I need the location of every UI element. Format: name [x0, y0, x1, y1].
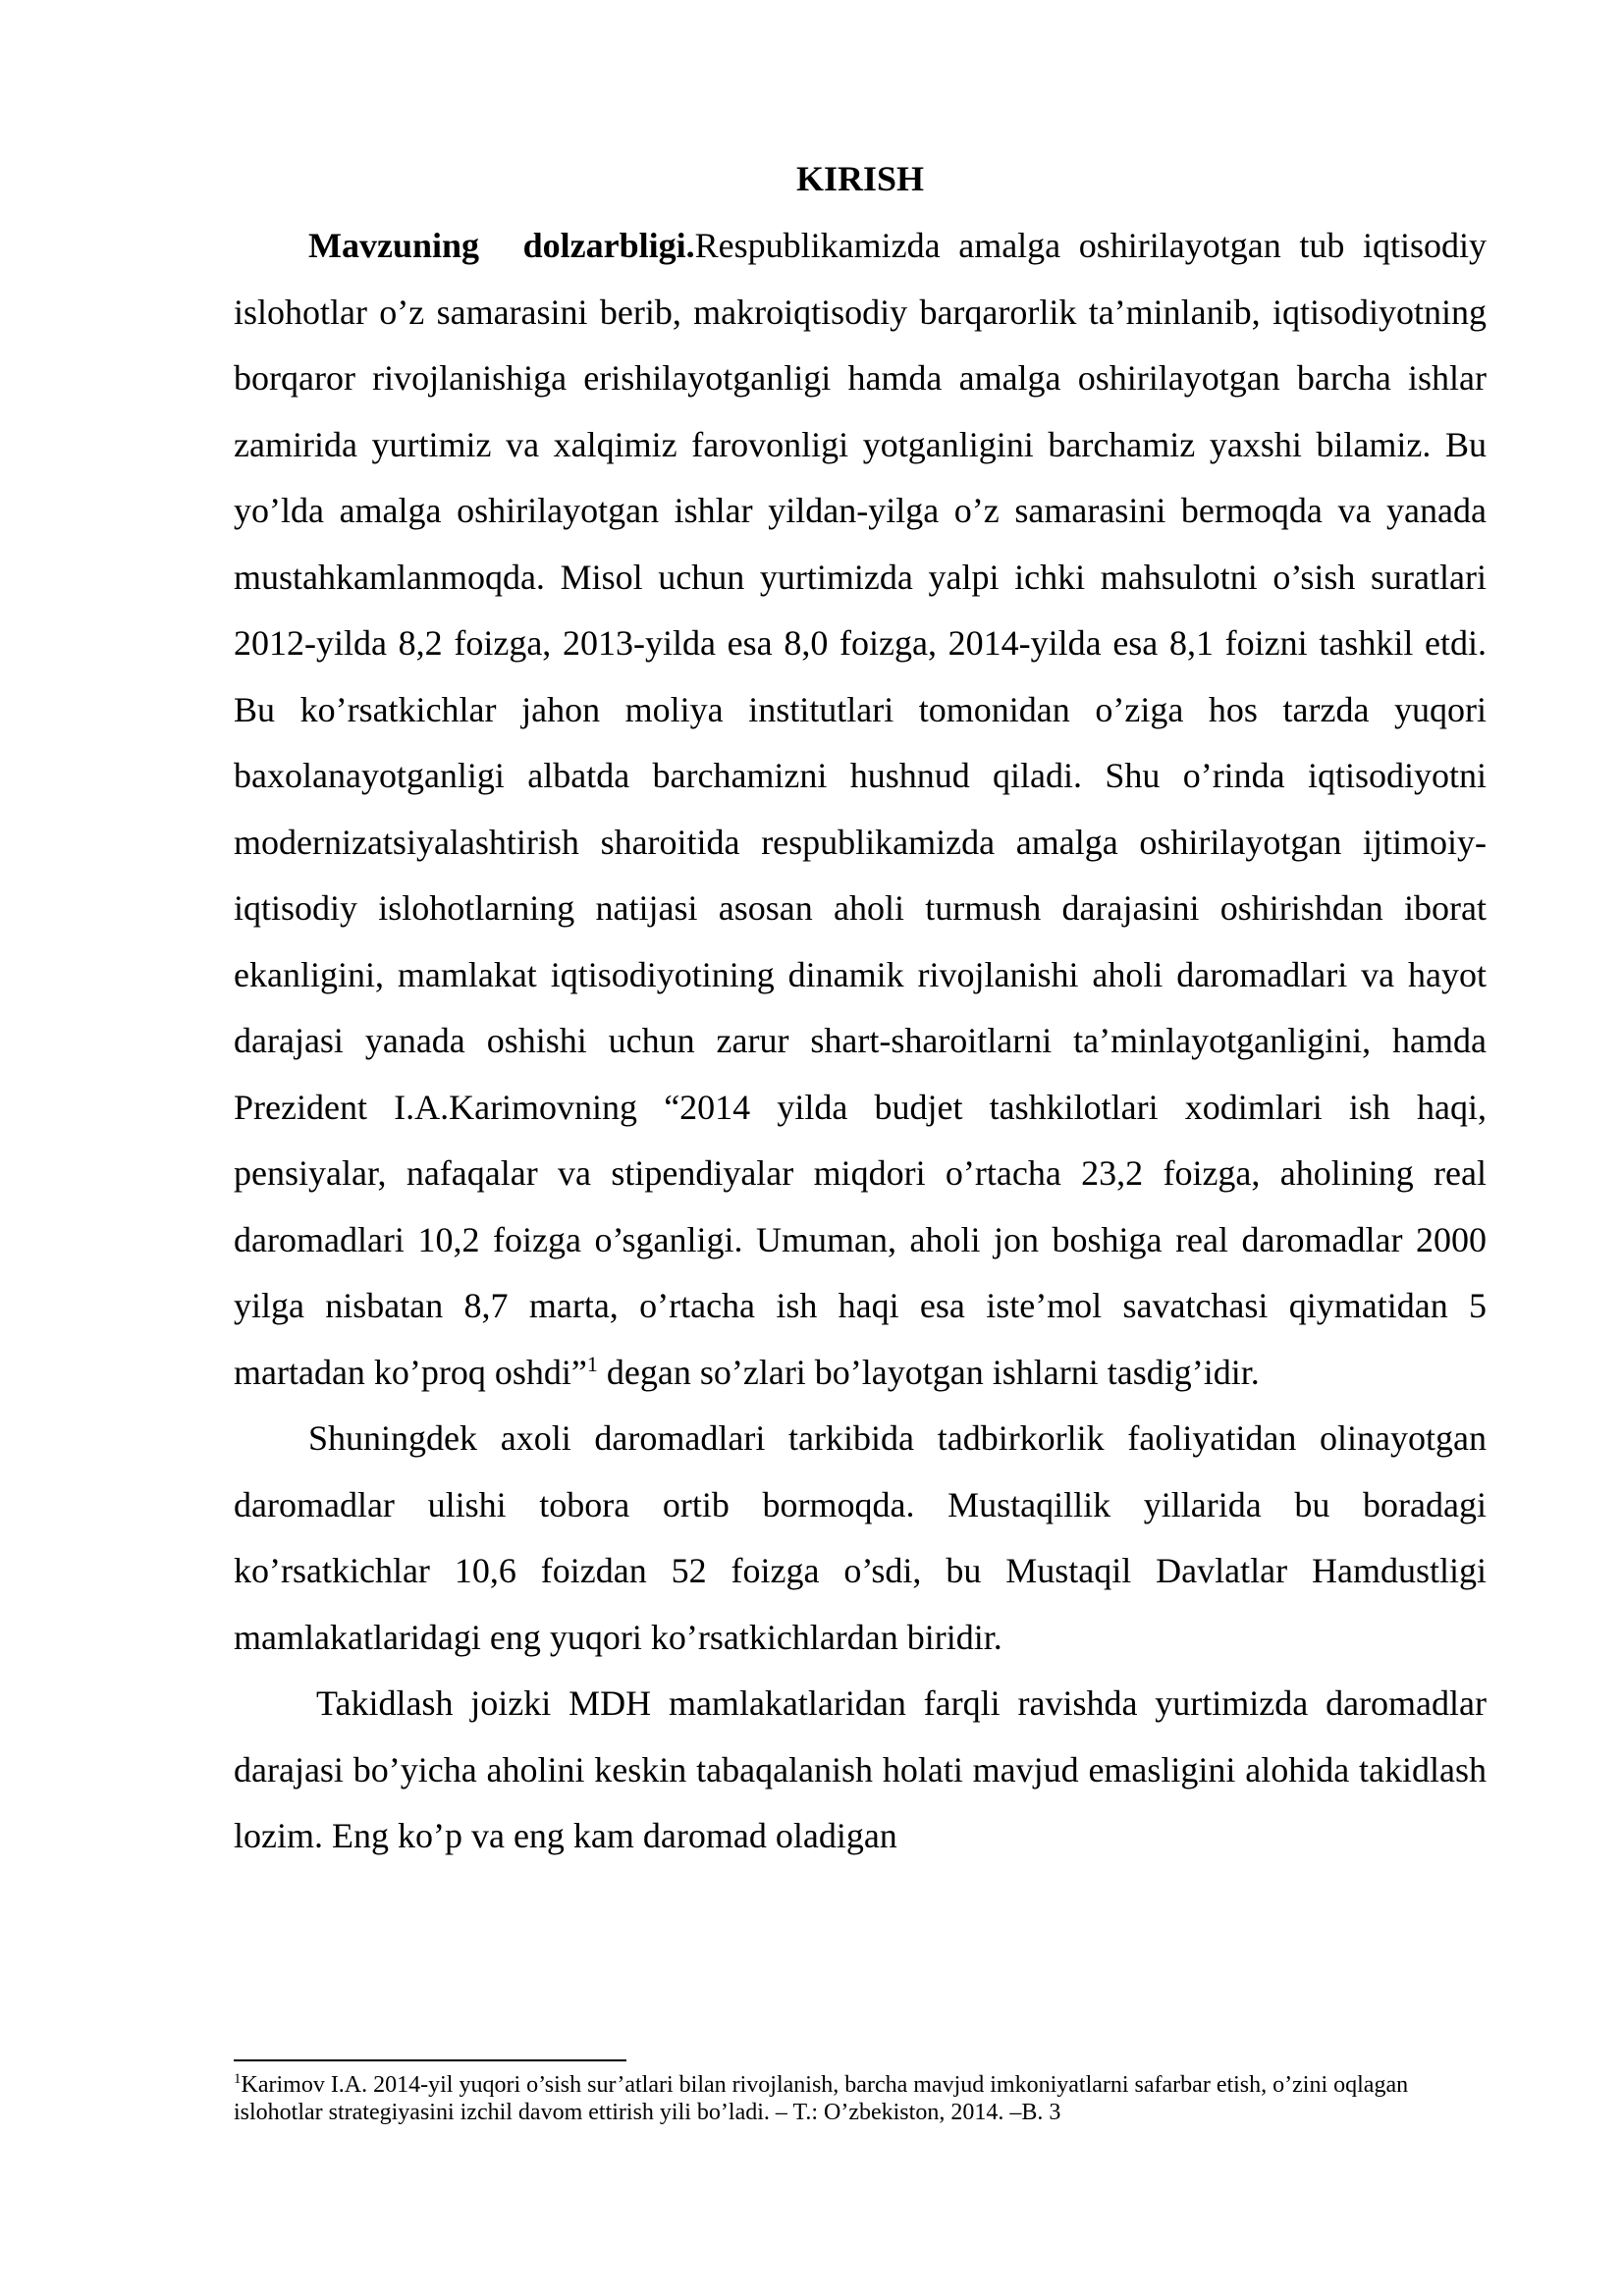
paragraph-text-continued: degan so’zlari bo’layotgan ishlarni tasdig’idir.: [597, 1352, 1260, 1392]
section-title: KIRISH: [795, 159, 925, 198]
footnote-marker: 1: [234, 2071, 242, 2087]
footnote-text: Karimov I.A. 2014-yil yuqori o’sish sur’atlari bilan rivojlanish, barcha mavjud imkoniyatlarni safarbar etish, o’zini oqlagan islohotlar strategiyasini izchil davom ettirish yili bo’ladi. – T.: O’zbekiston, 2014. –B. 3: [234, 2072, 1409, 2125]
paragraph-income-stratification: [234, 1671, 1487, 1870]
paragraph-text: Takidlash joizki MDH mamlakatlaridan farqli ravishda yurtimizda daromadlar darajasi bo’yicha aholini keskin tabaqalanish holati mavjud emasligini alohida takidlash lozim. Eng ko’p va eng kam daromad oladigan: [234, 1683, 1487, 1855]
footnote-reference[interactable]: 1: [586, 1351, 598, 1376]
paragraph-entrepreneurship-income: [234, 1406, 1487, 1671]
paragraph-text: Shuningdek axoli daromadlari tarkibida tadbirkorlik faoliyatidan olinayotgan daromadlar ulishi tobora ortib bormoqda. Mustaqillik yillarida bu boradagi ko’rsatkichlar 10,6 foizdan 52 foizga o’sdi, bu Mustaqil Davlatlar Hamdustligi mamlakatlaridagi eng yuqori ko’rsatkichlardan biridir.: [234, 1418, 1487, 1657]
footnote: [234, 2071, 1487, 2126]
paragraph-relevance: [234, 213, 1487, 1406]
paragraph-text: Respublikamizda amalga oshirilayotgan tub iqtisodiy islohotlar o’z samarasini berib, makroiqtisodiy barqarorlik ta’minlanib, iqtisodiyotning borqaror rivojlanishiga erishilayotganligi hamda amalga oshirilayotgan barcha ishlar zamirida yurtimiz va xalqimiz farovonligi yotganligini barchamiz yaxshi bilamiz. Bu yo’lda amalga oshirilayotgan ishlar yildan-yilga o’z samarasini bermoqda va yanada mustahkamlanmoqda. Misol uchun yurtimizda yalpi ichki mahsulotni o’sish suratlari 2012-yilda 8,2 foizga, 2013-yilda esa 8,0 foizga, 2014-yilda esa 8,1 foizni tashkil etdi. Bu ko’rsatkichlar jahon moliya institutlari tomonidan o’ziga hos tarzda yuqori baxolanayotganligi albatda barchamizni hushnud qiladi. Shu o’rinda iqtisodiyotni modernizatsiyalashtirish sharoitida respublikamizda amalga oshirilayotgan ijtimoiy-iqtisodiy islohotlarning natijasi asosan aholi turmush darajasini oshirishdan iborat ekanligini, mamlakat iqtisodiyotining dinamik rivojlanishi aholi daromadlari va hayot darajasi yanada oshishi uchun zarur shart-sharoitlarni ta’minlayotganligini, hamda Prezident I.A.Karimovning “2014 yilda budjet tashkilotlari xodimlari ish haqi, pensiyalar, nafaqalar va stipendiyalar miqdori o’rtacha 23,2 foizga, aholining real daromadlari 10,2 foizga o’sganligi. Umuman, aholi jon boshiga real daromadlar 2000 yilga nisbatan 8,7 marta, o’rtacha ish haqi esa iste’mol savatchasi qiymatidan 5 martadan ko’proq oshdi”: [234, 226, 1487, 1392]
body-text: [234, 213, 1487, 1870]
footnote-separator: [234, 2059, 626, 2061]
paragraph-lead-heading: Mavzuning dolzarbligi.: [308, 226, 695, 265]
